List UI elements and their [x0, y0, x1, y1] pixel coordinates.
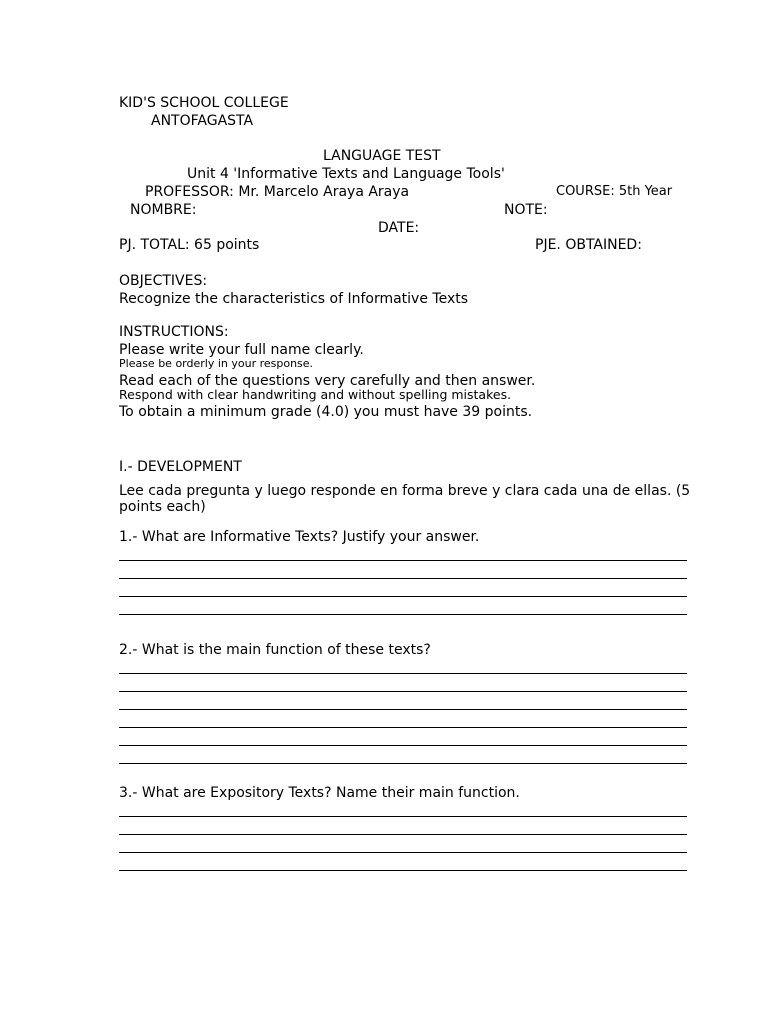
answer-line[interactable] [119, 834, 687, 835]
answer-line[interactable] [119, 673, 687, 674]
test-title: LANGUAGE TEST [323, 148, 441, 164]
instruction-item: Respond with clear handwriting and without spelling mistakes. [119, 387, 512, 402]
answer-line[interactable] [119, 560, 687, 561]
instructions-heading: INSTRUCTIONS: [119, 324, 229, 340]
development-heading: I.- DEVELOPMENT [119, 459, 242, 475]
answer-line[interactable] [119, 691, 687, 692]
objectives-heading: OBJECTIVES: [119, 273, 208, 289]
answer-line[interactable] [119, 745, 687, 746]
objectives-text: Recognize the characteristics of Informative Texts [119, 291, 469, 307]
answer-line[interactable] [119, 763, 687, 764]
question-3: 3.- What are Expository Texts? Name their main function. [119, 785, 520, 801]
nombre-label: NOMBRE: [130, 202, 197, 218]
school-city: ANTOFAGASTA [151, 113, 254, 129]
answer-line[interactable] [119, 870, 687, 871]
date-label: DATE: [378, 220, 420, 236]
school-name: KID'S SCHOOL COLLEGE [119, 95, 289, 111]
total-points: PJ. TOTAL: 65 points [119, 237, 260, 253]
instruction-item: To obtain a minimum grade (4.0) you must have 39 points. [119, 404, 533, 420]
unit-title: Unit 4 'Informative Texts and Language Tools' [187, 166, 505, 182]
answer-line[interactable] [119, 709, 687, 710]
answer-line[interactable] [119, 614, 687, 615]
answer-line[interactable] [119, 852, 687, 853]
course-line: COURSE: 5th Year [556, 184, 673, 199]
answer-line[interactable] [119, 578, 687, 579]
answer-line[interactable] [119, 816, 687, 817]
instruction-item: Please be orderly in your response. [119, 357, 314, 370]
note-label: NOTE: [504, 202, 548, 218]
question-1: 1.- What are Informative Texts? Justify your answer. [119, 529, 480, 545]
development-intro: Lee cada pregunta y luego responde en forma breve y clara cada una de ellas. (5 points each) [119, 483, 691, 515]
question-2: 2.- What is the main function of these texts? [119, 642, 431, 658]
instruction-item: Read each of the questions very carefully and then answer. [119, 373, 536, 389]
answer-line[interactable] [119, 727, 687, 728]
answer-line[interactable] [119, 596, 687, 597]
obtained-points-label: PJE. OBTAINED: [535, 237, 642, 253]
instruction-item: Please write your full name clearly. [119, 342, 364, 358]
professor-line: PROFESSOR: Mr. Marcelo Araya Araya [145, 184, 410, 200]
